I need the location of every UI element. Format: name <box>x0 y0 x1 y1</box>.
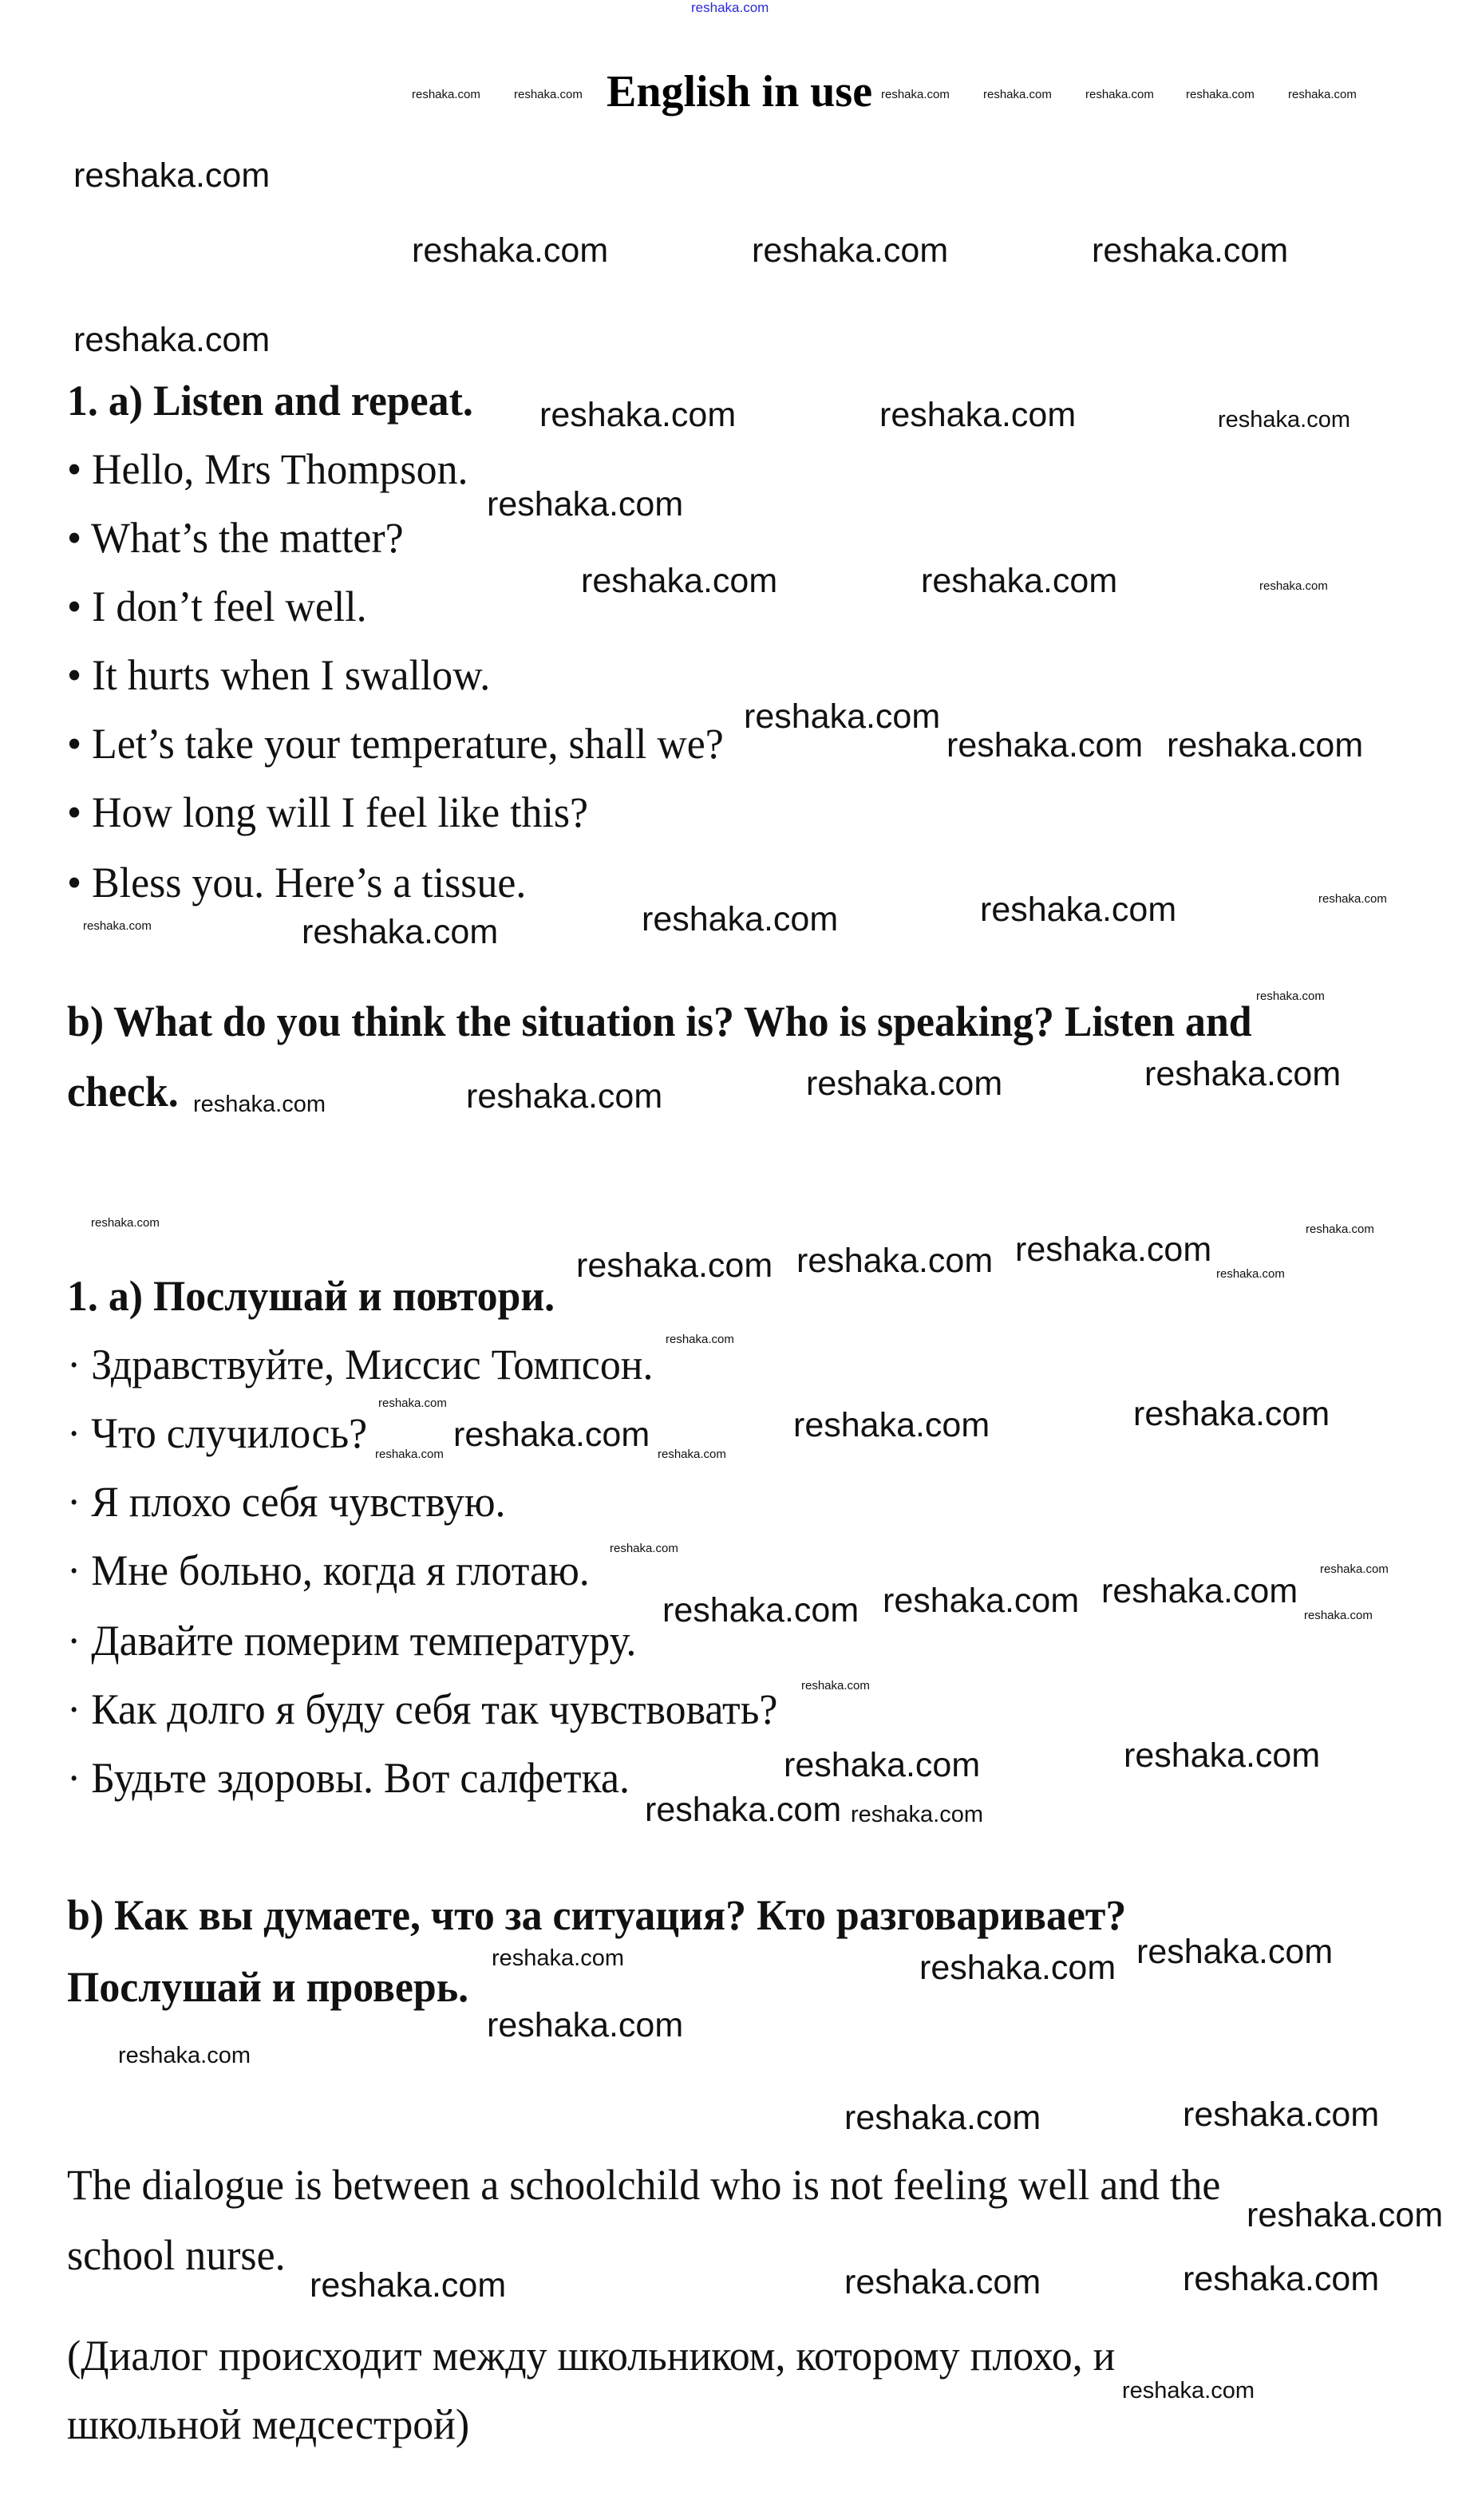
watermark: reshaka.com <box>666 1332 734 1346</box>
watermark: reshaka.com <box>1288 87 1357 101</box>
phrase-line-ru: · Будьте здоровы. Вот салфетка. <box>67 1754 630 1802</box>
watermark: reshaka.com <box>83 918 152 933</box>
site-link[interactable]: reshaka.com <box>691 0 769 15</box>
exercise-heading-a-ru: 1. а) Послушай и повтори. <box>67 1272 555 1320</box>
phrase-line: • How long will I feel like this? <box>67 788 589 836</box>
phrase-line: • What’s the matter? <box>67 514 404 562</box>
watermark: reshaka.com <box>1306 1222 1374 1236</box>
watermark: reshaka.com <box>576 1246 773 1285</box>
exercise-heading-b: check. <box>67 1068 179 1116</box>
phrase-line-ru: · Здравствуйте, Миссис Томпсон. <box>67 1341 654 1388</box>
watermark: reshaka.com <box>983 87 1052 101</box>
phrase-line-ru: · Я плохо себя чувствую. <box>67 1478 506 1526</box>
watermark: reshaka.com <box>1256 989 1325 1003</box>
phrase-line: • It hurts when I swallow. <box>67 651 491 699</box>
answer-translation: (Диалог происходит между школьником, которому плохо, и <box>67 2332 1116 2380</box>
watermark: reshaka.com <box>1085 87 1154 101</box>
watermark: reshaka.com <box>1133 1394 1330 1433</box>
phrase-line-ru: · Как долго я буду себя так чувствовать? <box>67 1685 778 1733</box>
watermark: reshaka.com <box>946 725 1144 764</box>
watermark: reshaka.com <box>539 395 737 434</box>
watermark: reshaka.com <box>487 484 684 523</box>
watermark: reshaka.com <box>1092 231 1289 270</box>
watermark: reshaka.com <box>744 697 941 736</box>
watermark: reshaka.com <box>610 1541 678 1555</box>
watermark: reshaka.com <box>375 1447 444 1461</box>
watermark: reshaka.com <box>1122 2377 1255 2403</box>
watermark: reshaka.com <box>1218 406 1351 433</box>
watermark: reshaka.com <box>1186 87 1255 101</box>
watermark: reshaka.com <box>883 1581 1080 1620</box>
watermark: reshaka.com <box>662 1590 859 1629</box>
watermark: reshaka.com <box>1167 725 1364 764</box>
watermark: reshaka.com <box>1259 579 1328 593</box>
watermark: reshaka.com <box>73 156 271 195</box>
watermark: reshaka.com <box>91 1215 160 1230</box>
phrase-line: • Bless you. Here’s a tissue. <box>67 859 527 906</box>
watermark: reshaka.com <box>645 1790 842 1829</box>
answer-translation: школьной медсестрой) <box>67 2400 470 2448</box>
phrase-line-ru: · Давайте померим температуру. <box>67 1617 637 1665</box>
watermark: reshaka.com <box>1216 1266 1285 1281</box>
watermark: reshaka.com <box>581 561 778 600</box>
watermark: reshaka.com <box>73 320 271 359</box>
watermark: reshaka.com <box>642 899 839 938</box>
watermark: reshaka.com <box>1247 2195 1444 2234</box>
watermark: reshaka.com <box>453 1415 650 1454</box>
watermark: reshaka.com <box>1304 1608 1373 1622</box>
watermark: reshaka.com <box>851 1801 984 1827</box>
exercise-heading-b-ru: b) Как вы думаете, что за ситуация? Кто разговаривает? <box>67 1891 1127 1939</box>
watermark: reshaka.com <box>879 395 1077 434</box>
phrase-line-ru: · Что случилось? <box>67 1409 368 1457</box>
watermark: reshaka.com <box>1015 1230 1212 1269</box>
watermark: reshaka.com <box>784 1745 981 1784</box>
watermark: reshaka.com <box>302 912 499 951</box>
watermark: reshaka.com <box>881 87 950 101</box>
watermark: reshaka.com <box>1183 2259 1380 2298</box>
watermark: reshaka.com <box>466 1076 663 1116</box>
watermark: reshaka.com <box>193 1091 326 1117</box>
watermark: reshaka.com <box>919 1948 1116 1987</box>
watermark: reshaka.com <box>1183 2095 1380 2134</box>
answer-text: The dialogue is between a schoolchild who is not feeling well and the <box>67 2161 1221 2209</box>
watermark: reshaka.com <box>118 2042 251 2068</box>
watermark: reshaka.com <box>412 231 609 270</box>
watermark: reshaka.com <box>1124 1736 1321 1775</box>
watermark: reshaka.com <box>806 1064 1003 1103</box>
phrase-line-ru: · Мне больно, когда я глотаю. <box>67 1546 590 1594</box>
answer-text: school nurse. <box>67 2231 286 2279</box>
phrase-line: • Let’s take your temperature, shall we? <box>67 720 724 768</box>
watermark: reshaka.com <box>980 890 1177 929</box>
watermark: reshaka.com <box>796 1241 994 1280</box>
watermark: reshaka.com <box>801 1678 870 1693</box>
watermark: reshaka.com <box>1136 1932 1334 1971</box>
watermark: reshaka.com <box>921 561 1118 600</box>
exercise-heading-b-ru: Послушай и проверь. <box>67 1963 469 2011</box>
watermark: reshaka.com <box>487 2005 684 2044</box>
page-title: English in use <box>607 67 873 117</box>
watermark: reshaka.com <box>1318 891 1387 906</box>
watermark: reshaka.com <box>492 1945 625 1971</box>
watermark: reshaka.com <box>310 2265 507 2305</box>
watermark: reshaka.com <box>1144 1054 1342 1093</box>
watermark: reshaka.com <box>793 1405 990 1444</box>
exercise-heading-b: b) What do you think the situation is? Who is speaking? Listen and <box>67 997 1252 1045</box>
phrase-line: • Hello, Mrs Thompson. <box>67 445 468 493</box>
watermark: reshaka.com <box>514 87 583 101</box>
watermark: reshaka.com <box>844 2098 1041 2137</box>
watermark: reshaka.com <box>1320 1562 1389 1576</box>
watermark: reshaka.com <box>378 1396 447 1410</box>
watermark: reshaka.com <box>752 231 949 270</box>
watermark: reshaka.com <box>1101 1571 1298 1610</box>
phrase-line: • I don’t feel well. <box>67 583 367 630</box>
watermark: reshaka.com <box>844 2262 1041 2301</box>
watermark: reshaka.com <box>658 1447 726 1461</box>
exercise-heading-a: 1. a) Listen and repeat. <box>67 377 473 425</box>
watermark: reshaka.com <box>412 87 480 101</box>
